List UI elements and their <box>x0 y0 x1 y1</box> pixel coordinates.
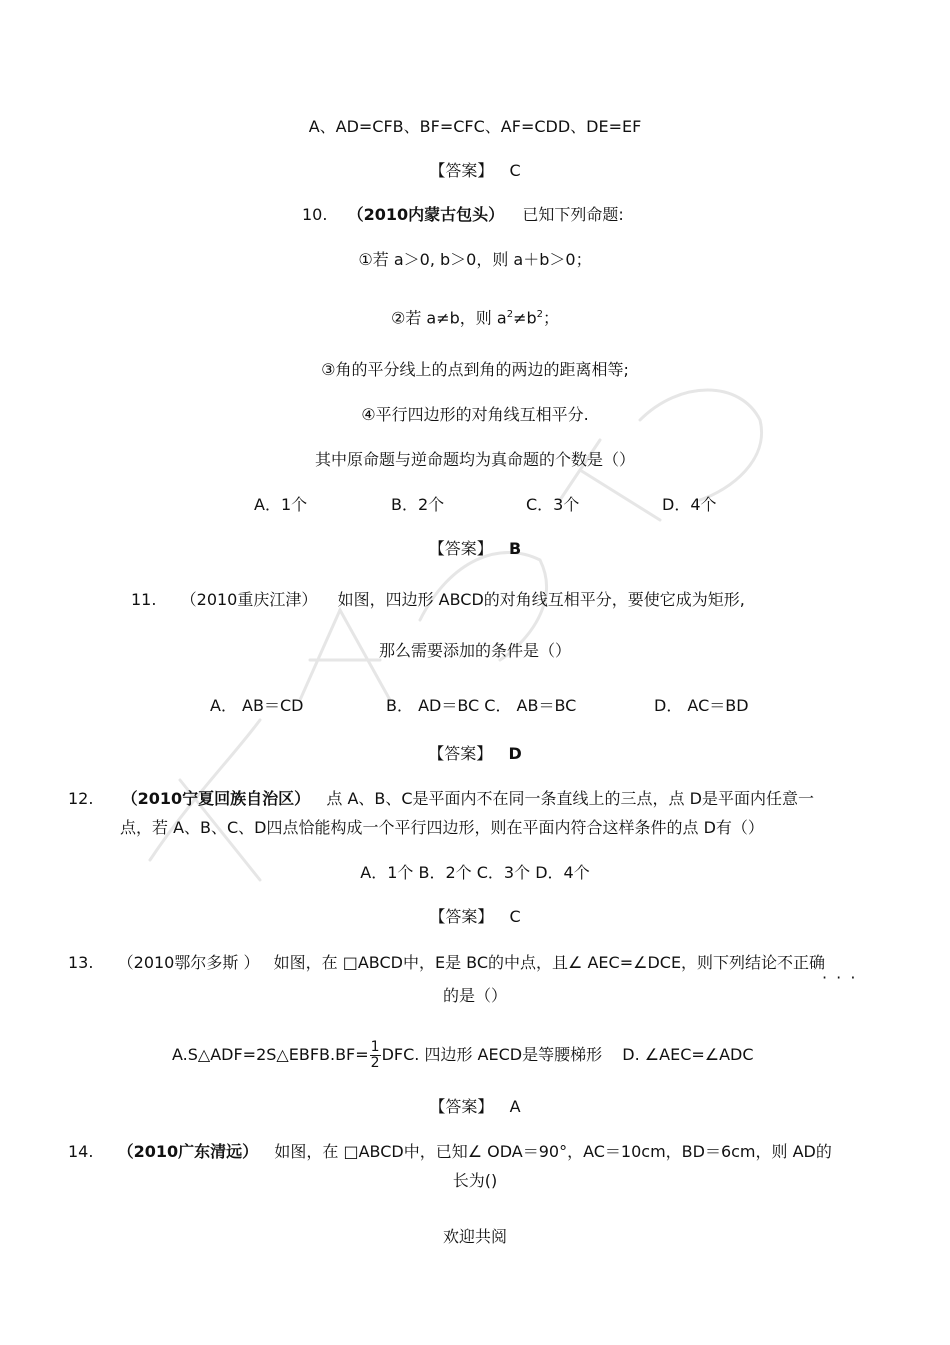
answer-value: C <box>509 907 521 926</box>
q11-stem-continued: 那么需要添加的条件是（） <box>378 641 571 660</box>
answer-value: A <box>509 1097 521 1116</box>
q13-answer <box>0 1097 950 1117</box>
q12-answer <box>0 907 950 927</box>
emphasis-dots: · · · <box>822 968 858 987</box>
question-number: 12. <box>68 789 94 808</box>
q10-option-c: C．3个 <box>526 495 580 514</box>
q10-question: 其中原命题与逆命题均为真命题的个数是（） <box>314 450 635 469</box>
page-footer: 欢迎共阅 <box>442 1227 507 1246</box>
q10-answer <box>0 539 950 559</box>
question-stem: 已知下列命题: <box>522 205 624 224</box>
question-stem: 如图，在 □ABCD中，已知∠ ODA＝90°，AC＝10cm，BD＝6cm，则 AD的 <box>274 1142 832 1161</box>
q10-proposition-4: ④平行四边形的对角线互相平分. <box>361 405 589 424</box>
answer-value: C <box>509 161 521 180</box>
question-stem: 如图，在 □ABCD中，E是 BC的中点，且∠ AEC=∠DCE，则下列结论不正确 <box>273 953 826 972</box>
q13-stem-continued: 的是（） <box>442 986 507 1005</box>
q11-option-d: D． AC＝BD <box>654 696 749 715</box>
q9-options-line: A、AD=CFB、BF=CFC、AF=CDD、DE=EF <box>308 117 642 136</box>
q10-option-a: A．1个 <box>254 495 308 514</box>
q13-option-b-suffix: DF <box>381 1045 404 1064</box>
answer-label: 【答案】 <box>429 907 494 926</box>
question-stem: 如图，四边形 ABCD的对角线互相平分，要使它成为矩形, <box>337 590 745 609</box>
proposition-2-mid: ≠b <box>513 308 537 328</box>
q11-option-b-c: B． AD＝BC C． AB＝BC <box>386 696 577 715</box>
answer-label: 【答案】 <box>428 539 493 558</box>
q13-option-b-prefix: B.BF= <box>319 1045 369 1064</box>
fraction-one-half <box>370 1040 381 1071</box>
q11-answer <box>0 744 950 764</box>
q13-option-d: D. ∠AEC=∠ADC <box>622 1045 754 1064</box>
q9-answer <box>0 161 950 181</box>
question-number: 13. <box>68 953 94 972</box>
q10-proposition-2 <box>0 305 950 328</box>
proposition-2-suffix: ； <box>543 308 560 328</box>
proposition-2-prefix: ②若 a≠b，则 a <box>390 308 507 328</box>
q12-stem-continued: 点，若 A、B、C、D四点恰能构成一个平行四边形，则在平面内符合这样条件的点 D有（） <box>120 818 764 837</box>
question-source: （2010内蒙古包头） <box>347 205 505 224</box>
fraction-denominator: 2 <box>370 1055 380 1071</box>
q12-options: A．1个 B．2个 C．3个 D．4个 <box>360 863 590 882</box>
q10-proposition-3: ③角的平分线上的点到角的两边的距离相等; <box>321 360 629 379</box>
q11-header <box>131 590 745 610</box>
question-number: 14. <box>68 1142 94 1161</box>
exponent: 2 <box>506 309 514 320</box>
q10-header <box>302 205 624 225</box>
question-number: 10. <box>302 205 328 224</box>
q11-option-a: A． AB＝CD <box>210 696 304 715</box>
question-number: 11. <box>131 590 157 609</box>
q12-header <box>68 789 814 809</box>
q13-option-a: A.S△ADF=2S△EBF <box>172 1045 320 1064</box>
question-source: （2010重庆江津） <box>180 590 318 609</box>
question-source: （2010鄂尔多斯 ） <box>117 953 260 972</box>
q13-header <box>68 953 825 973</box>
q10-option-b: B．2个 <box>391 495 445 514</box>
q14-stem-continued: 长为() <box>452 1171 498 1190</box>
q14-header <box>68 1142 832 1162</box>
answer-value: B <box>509 539 522 558</box>
q13-option-c: C. 四边形 AECD是等腰梯形 <box>403 1045 603 1064</box>
q10-proposition-1: ①若 a＞0, b＞0，则 a＋b＞0； <box>358 250 592 269</box>
fraction-numerator: 1 <box>370 1039 380 1055</box>
question-stem: 点 A、B、C是平面内不在同一条直线上的三点，点 D是平面内任意一 <box>326 789 814 808</box>
answer-value: D <box>508 744 522 763</box>
question-source: （2010宁夏回族自治区） <box>121 789 311 808</box>
question-source: （2010广东清远） <box>117 1142 259 1161</box>
answer-label: 【答案】 <box>429 161 494 180</box>
answer-label: 【答案】 <box>428 744 493 763</box>
exponent: 2 <box>536 309 543 320</box>
q13-options <box>172 1040 754 1071</box>
q10-option-d: D．4个 <box>662 495 717 514</box>
answer-label: 【答案】 <box>429 1097 494 1116</box>
